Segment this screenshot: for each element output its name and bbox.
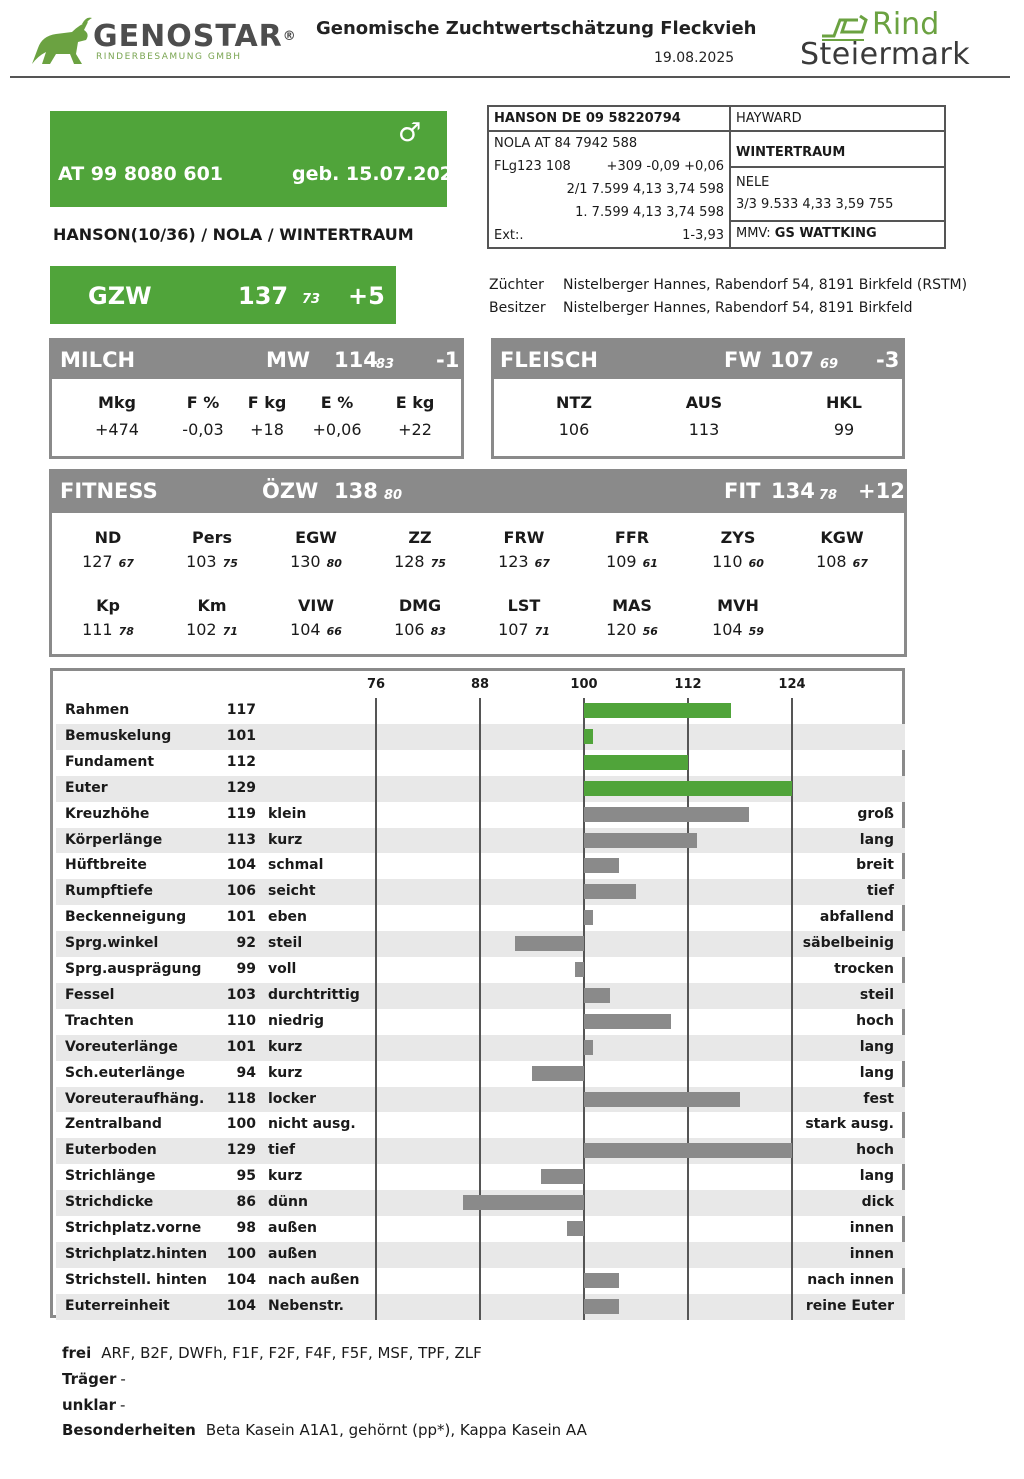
fleisch-col [666, 393, 742, 439]
breeder-row [489, 277, 967, 293]
fitness-col [592, 596, 672, 639]
fitness-col-header: Km [197, 596, 227, 615]
trait-bar [584, 1143, 792, 1158]
trait-low-label: schmal [268, 857, 324, 874]
fleisch-col-value: 113 [688, 420, 720, 439]
exterior-label: Ext:. [494, 228, 524, 243]
trait-name: Euterreinheit [65, 1297, 170, 1314]
milch-col-header: Mkg [97, 393, 136, 412]
trait-value: 103 [226, 986, 256, 1003]
milch-section [49, 338, 464, 459]
fitness-col-value-line [592, 620, 672, 639]
trait-name: Sprg.winkel [65, 935, 159, 952]
milch-col-value: +0,06 [312, 420, 362, 439]
fitness-col-value-line [698, 552, 778, 571]
fitness-col-value: 128 [394, 552, 425, 571]
trait-bar [584, 1040, 593, 1055]
male-icon: ♂ [398, 118, 422, 148]
fitness-col [380, 596, 460, 639]
fitness-col-header: FFR [614, 528, 650, 547]
fitness-col-reliability: 67 [118, 557, 134, 570]
gzw-value: 137 [238, 282, 289, 310]
unclear-label: unklar [62, 1396, 116, 1414]
fitness-col [68, 528, 148, 571]
mw-value: 114 [334, 348, 378, 372]
fitness-col-reliability: 67 [534, 557, 550, 570]
trait-high-label: fest [863, 1090, 894, 1107]
fitness-col [592, 528, 672, 571]
trait-value: 112 [226, 753, 256, 770]
trait-name: Hüftbreite [65, 857, 147, 874]
trait-name: Strichlänge [65, 1168, 156, 1185]
trait-bar [584, 1299, 619, 1314]
gzw-delta: +5 [348, 282, 385, 310]
trait-name: Körperlänge [65, 831, 163, 848]
brand-name: GENOSTAR [93, 19, 283, 54]
fitness-col-header: EGW [295, 528, 337, 547]
bull-logo-icon [28, 14, 94, 68]
trait-high-label: innen [849, 1220, 894, 1236]
pedigree-line: HANSON(10/36) / NOLA / WINTERTRAUM [53, 225, 414, 244]
trait-name: Rahmen [65, 702, 130, 718]
trait-name: Voreuterlänge [65, 1038, 178, 1055]
fitness-col-value-line [68, 620, 148, 639]
fitness-header [52, 472, 904, 513]
fitness-col-reliability: 78 [118, 625, 134, 638]
trait-value: 94 [236, 1064, 256, 1081]
trait-bar [584, 858, 619, 873]
milch-header [52, 341, 461, 379]
trait-name: Euterboden [65, 1142, 157, 1159]
fw-label: FW [724, 348, 762, 372]
trait-name: Strichdicke [65, 1194, 154, 1211]
milch-col-value: +474 [95, 420, 139, 439]
fitness-col-reliability: 66 [326, 625, 342, 638]
fitness-col-reliability: 71 [534, 625, 550, 638]
ozw-label: ÖZW [262, 479, 319, 503]
milch-col-header: F kg [247, 393, 287, 412]
trait-value: 92 [236, 935, 256, 952]
trait-high-label: reine Euter [805, 1297, 894, 1314]
partner-logo-steiermark: Steiermark [800, 37, 971, 72]
fitness-col-value: 107 [498, 620, 529, 639]
mmv-cell [730, 221, 945, 248]
pedigree-table [487, 105, 946, 249]
fitness-col-reliability: 71 [222, 625, 238, 638]
fitness-col-value-line [276, 620, 356, 639]
fitness-col-reliability: 56 [642, 625, 658, 638]
trait-value: 100 [226, 1116, 256, 1133]
grid-line [375, 698, 377, 1320]
fitness-col-value-line [68, 552, 148, 571]
trait-high-label: lang [859, 1038, 894, 1055]
breeder-label: Züchter [489, 277, 544, 293]
trait-bar [584, 729, 593, 744]
fitness-col-value-line [484, 620, 564, 639]
trait-name: Strichplatz.vorne [65, 1220, 202, 1236]
fitness-col-header: DMG [398, 596, 442, 615]
fitness-col-value: 108 [816, 552, 847, 571]
fitness-col-value: 109 [606, 552, 637, 571]
trait-value: 86 [236, 1194, 256, 1211]
fitness-col [802, 528, 882, 571]
trait-low-label: kurz [268, 1064, 303, 1081]
trait-low-label: Nebenstr. [268, 1297, 344, 1314]
trait-high-label: groß [857, 805, 894, 822]
fitness-col-value: 106 [394, 620, 425, 639]
trait-high-label: breit [856, 857, 894, 874]
ozw-value: 138 [334, 479, 378, 503]
x-tick-label: 124 [778, 677, 806, 692]
mw-delta: -1 [436, 348, 460, 372]
trait-high-label: hoch [856, 1012, 894, 1029]
fit-value: 134 [771, 479, 815, 503]
x-tick-label: 112 [674, 677, 702, 692]
dam-dam-name: NELE [736, 175, 770, 191]
fleisch-title: FLEISCH [500, 348, 598, 372]
fitness-col [698, 596, 778, 639]
trait-name: Euter [65, 779, 108, 796]
trait-name: Kreuzhöhe [65, 805, 150, 822]
fitness-col-header: LST [507, 596, 541, 615]
fitness-col [698, 528, 778, 571]
fitness-col-value: 130 [290, 552, 321, 571]
fitness-col-reliability: 67 [852, 557, 868, 570]
dam-dam-lactation: 3/3 9.533 4,33 3,59 755 [736, 197, 894, 213]
trait-low-label: eben [268, 909, 307, 926]
fitness-col [380, 528, 460, 571]
milch-col [84, 393, 150, 439]
gzw-reliability: 73 [302, 292, 321, 307]
trait-bar [584, 988, 610, 1003]
trait-low-label: tief [268, 1142, 296, 1159]
trait-name: Fundament [65, 753, 155, 770]
fitness-col [484, 596, 564, 639]
trait-bar [463, 1195, 584, 1210]
ozw-reliability: 80 [384, 488, 403, 503]
trait-low-label: kurz [268, 1038, 303, 1055]
fitness-col-value-line [172, 620, 252, 639]
trait-low-label: seicht [268, 883, 316, 900]
fitness-col-value: 110 [712, 552, 743, 571]
owner-row [489, 300, 912, 316]
trait-value: 95 [236, 1168, 256, 1185]
linear-traits-chart [50, 668, 905, 1318]
fitness-col-value-line [592, 552, 672, 571]
dam-lactation-2: 1. 7.599 4,13 3,74 598 [575, 205, 724, 220]
x-tick-label: 100 [570, 677, 598, 692]
trait-bar [584, 910, 593, 925]
trait-value: 117 [226, 702, 256, 718]
mmv-value: GS WATTKING [774, 226, 877, 242]
dam-sire-cell: WINTERTRAUM [730, 131, 945, 167]
trait-low-label: dünn [268, 1194, 308, 1211]
trait-value: 98 [236, 1220, 256, 1236]
trait-low-label: kurz [268, 831, 303, 848]
carrier-row [62, 1370, 126, 1388]
trait-bar [584, 833, 697, 848]
fitness-col-value-line [698, 620, 778, 639]
trait-high-label: steil [859, 986, 894, 1003]
fitness-col [484, 528, 564, 571]
fitness-col-value-line [172, 552, 252, 571]
trait-low-label: durchtrittig [268, 986, 360, 1003]
special-row [62, 1421, 587, 1439]
fitness-col-value-line [484, 552, 564, 571]
trait-name: Voreuteraufhäng. [65, 1090, 205, 1107]
fitness-section [49, 469, 907, 657]
fitness-col [172, 528, 252, 571]
trait-low-label: nicht ausg. [268, 1116, 356, 1133]
trait-bar [541, 1169, 584, 1184]
fitness-col-header: FRW [503, 528, 545, 547]
trait-high-label: nach innen [807, 1271, 894, 1288]
trait-low-label: steil [268, 935, 303, 952]
trait-value: 104 [226, 1297, 256, 1314]
trait-value: 118 [226, 1090, 256, 1107]
trait-bar [584, 1014, 671, 1029]
trait-bar [575, 962, 584, 977]
trait-name: Trachten [65, 1012, 134, 1029]
trait-value: 104 [226, 857, 256, 874]
trait-name: Rumpftiefe [65, 883, 154, 900]
milch-col-value: -0,03 [182, 420, 224, 439]
trait-name: Bemuskelung [65, 727, 172, 744]
milch-col [234, 393, 300, 439]
report-date: 19.08.2025 [654, 50, 735, 66]
sire-sire-cell: HAYWARD [730, 106, 945, 131]
fitness-col-value-line [380, 620, 460, 639]
fitness-col-header: KGW [820, 528, 864, 547]
trait-high-label: lang [859, 1168, 894, 1185]
fitness-col-value: 103 [186, 552, 217, 571]
trait-high-label: hoch [856, 1142, 894, 1159]
fit-delta: +12 [858, 479, 905, 503]
fitness-col [276, 596, 356, 639]
fitness-col-value-line [276, 552, 356, 571]
fitness-col-header: ZZ [408, 528, 432, 547]
fit-label: FIT [724, 479, 761, 503]
milch-col-header: E kg [395, 393, 435, 412]
trait-value: 106 [226, 883, 256, 900]
gzw-label: GZW [88, 282, 152, 310]
grid-line [479, 698, 481, 1320]
mw-reliability: 83 [376, 357, 395, 372]
trait-high-label: lang [859, 1064, 894, 1081]
fitness-col [172, 596, 252, 639]
trait-bar [584, 755, 688, 770]
fitness-col-header: Pers [192, 528, 232, 547]
trait-high-label: tief [866, 883, 894, 900]
fitness-col-value: 127 [82, 552, 113, 571]
milch-col [382, 393, 448, 439]
trait-bar [532, 1066, 584, 1081]
trait-high-label: stark ausg. [805, 1116, 894, 1133]
fitness-col-header: Kp [96, 596, 120, 615]
trait-high-label: innen [849, 1245, 894, 1262]
trait-name: Sch.euterlänge [65, 1064, 185, 1081]
fleisch-header [494, 341, 902, 379]
trait-low-label: kurz [268, 1168, 303, 1185]
milch-col [170, 393, 236, 439]
mw-label: MW [266, 348, 311, 372]
trait-high-label: lang [859, 831, 894, 848]
trait-name: Fessel [65, 986, 115, 1003]
dam-flg-values: +309 -0,09 +0,06 [606, 159, 724, 174]
trait-name: Zentralband [65, 1116, 162, 1133]
unclear-value: - [120, 1396, 126, 1414]
fitness-col-header: ND [94, 528, 122, 547]
report-title: Genomische Zuchtwertschätzung Fleckvieh [316, 18, 757, 39]
trait-bar [584, 807, 749, 822]
brand-subtitle: RINDERBESAMUNG GMBH [96, 52, 242, 62]
trait-bar [584, 884, 636, 899]
fw-reliability: 69 [820, 357, 839, 372]
milch-col [304, 393, 370, 439]
trait-low-label: niedrig [268, 1012, 325, 1029]
trait-name: Sprg.ausprägung [65, 961, 202, 977]
fitness-col-value-line [380, 552, 460, 571]
trait-value: 129 [226, 1142, 256, 1159]
trait-value: 110 [226, 1012, 256, 1029]
header-divider [10, 76, 1010, 78]
special-value: Beta Kasein A1A1, gehörnt (pp*), Kappa Kasein AA [205, 1421, 587, 1439]
trait-bar [584, 1273, 619, 1288]
milch-col-header: E % [320, 393, 354, 412]
trait-value: 119 [226, 805, 256, 822]
carrier-label: Träger [62, 1370, 117, 1388]
trait-bar [515, 936, 584, 951]
trait-low-label: außen [268, 1245, 317, 1262]
fitness-col [68, 596, 148, 639]
trait-high-label: trocken [834, 961, 894, 977]
fitness-title: FITNESS [60, 479, 158, 503]
trait-bar [584, 703, 731, 718]
trait-value: 99 [236, 961, 256, 977]
trait-value: 129 [226, 779, 256, 796]
fitness-col [276, 528, 356, 571]
partner-logo-rind: Rind [872, 7, 940, 42]
fleisch-col-value: 106 [558, 420, 590, 439]
trait-value: 101 [226, 1038, 256, 1055]
fitness-col-header: MVH [717, 596, 759, 615]
fw-delta: -3 [876, 348, 900, 372]
fleisch-col-header: NTZ [556, 393, 592, 412]
fitness-col-value: 111 [82, 620, 113, 639]
milch-title: MILCH [60, 348, 136, 372]
milch-col-value: +22 [398, 420, 432, 439]
dam-name: NOLA AT 84 7942 588 [494, 136, 638, 151]
fitness-col-value: 104 [712, 620, 743, 639]
trait-name: Beckenneigung [65, 909, 187, 926]
fitness-col-header: MAS [612, 596, 652, 615]
fitness-col-reliability: 60 [748, 557, 764, 570]
x-tick-label: 88 [470, 677, 490, 692]
fleisch-col-header: HKL [826, 393, 862, 412]
owner-label: Besitzer [489, 300, 546, 316]
fitness-col-value: 104 [290, 620, 321, 639]
birth-date: geb. 15.07.2025 [292, 163, 467, 185]
fitness-col-header: ZYS [720, 528, 756, 547]
trait-low-label: außen [268, 1220, 317, 1236]
trait-low-label: klein [268, 805, 307, 822]
trait-bar [567, 1221, 584, 1236]
fleisch-section [491, 338, 905, 459]
trait-value: 101 [226, 727, 256, 744]
dam-flg: FLg123 108 [494, 159, 571, 174]
free-row [62, 1344, 482, 1362]
carrier-value: - [120, 1370, 126, 1388]
fleisch-col-value: 99 [833, 420, 855, 439]
fitness-col-reliability: 80 [326, 557, 342, 570]
fitness-col-reliability: 75 [222, 557, 238, 570]
dam-cell [488, 131, 730, 248]
dam-lactation-1: 2/1 7.599 4,13 3,74 598 [566, 182, 724, 197]
exterior-value: 1-3,93 [682, 228, 724, 243]
fw-value: 107 [770, 348, 814, 372]
trait-value: 104 [226, 1271, 256, 1288]
free-value: ARF, B2F, DWFh, F1F, F2F, F4F, F5F, MSF, TPF, ZLF [101, 1344, 482, 1362]
trait-bar [584, 781, 792, 796]
fitness-col-value: 120 [606, 620, 637, 639]
dam-dam-cell [730, 167, 945, 221]
milch-col-value: +18 [250, 420, 284, 439]
animal-id: AT 99 8080 601 [58, 163, 224, 185]
fleisch-col [536, 393, 612, 439]
trait-value: 100 [226, 1245, 256, 1262]
fleisch-col-header: AUS [685, 393, 723, 412]
trait-name: Strichstell. hinten [65, 1271, 207, 1288]
trait-bar [584, 1092, 740, 1107]
fleisch-col [806, 393, 882, 439]
registered-icon: ® [282, 29, 297, 44]
fitness-col-value: 102 [186, 620, 217, 639]
fit-reliability: 78 [819, 488, 838, 503]
trait-value: 101 [226, 909, 256, 926]
trait-name: Strichplatz.hinten [65, 1245, 208, 1262]
trait-low-label: voll [268, 961, 297, 977]
unclear-row [62, 1396, 125, 1414]
fitness-col-reliability: 59 [748, 625, 764, 638]
owner-value: Nistelberger Hannes, Rabendorf 54, 8191 Birkfeld [563, 300, 913, 316]
trait-low-label: nach außen [268, 1271, 360, 1288]
breeder-value: Nistelberger Hannes, Rabendorf 54, 8191 Birkfeld (RSTM) [563, 277, 968, 293]
sire-cell: HANSON DE 09 58220794 [488, 106, 730, 131]
special-label: Besonderheiten [62, 1421, 196, 1439]
fitness-col-reliability: 83 [430, 625, 446, 638]
animal-id-box [50, 111, 447, 207]
fitness-col-header: VIW [298, 596, 334, 615]
trait-high-label: abfallend [819, 909, 894, 926]
fitness-col-value-line [802, 552, 882, 571]
x-tick-label: 76 [366, 677, 386, 692]
fitness-col-value: 123 [498, 552, 529, 571]
trait-value: 113 [226, 831, 256, 848]
brand-logo [93, 20, 297, 54]
trait-low-label: locker [268, 1090, 317, 1107]
trait-high-label: dick [861, 1194, 894, 1211]
milch-col-header: F % [186, 393, 220, 412]
trait-high-label: säbelbeinig [802, 935, 894, 952]
mmv-label: MMV: [736, 226, 771, 242]
fitness-col-reliability: 61 [642, 557, 658, 570]
fitness-col-reliability: 75 [430, 557, 446, 570]
free-label: frei [62, 1344, 92, 1362]
